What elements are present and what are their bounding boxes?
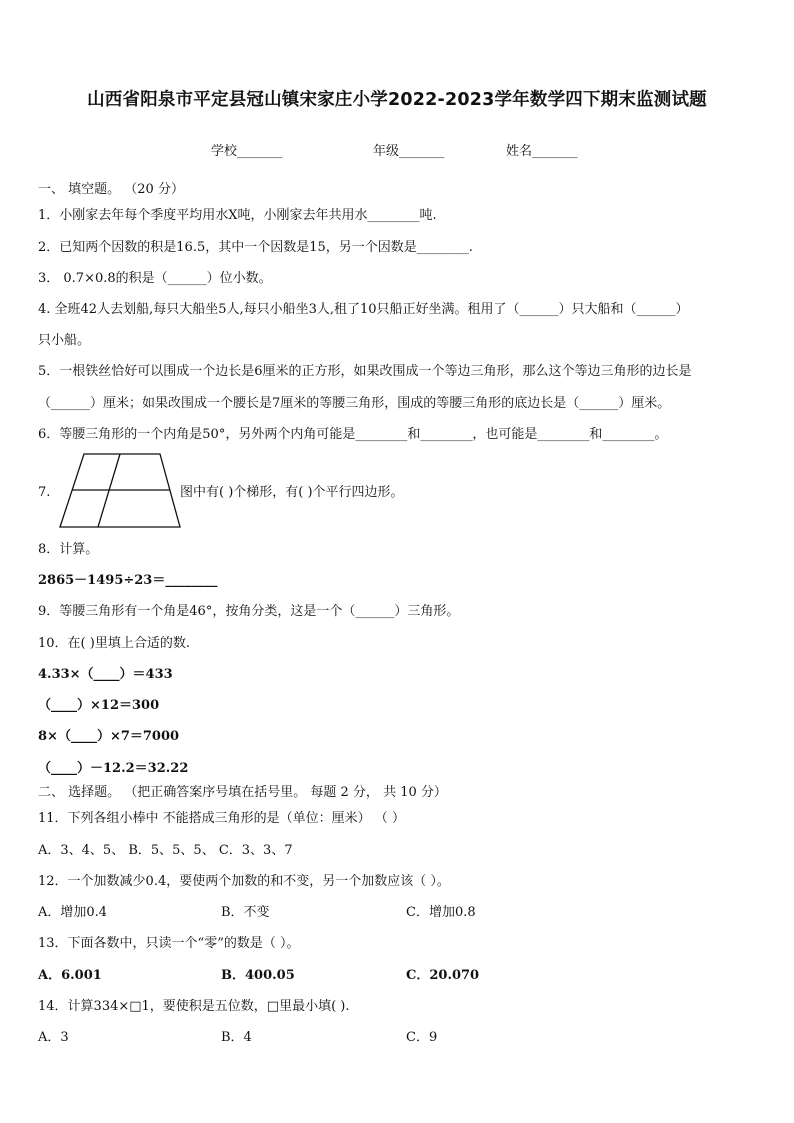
question-10-item-a: 4.33×（____）＝433: [38, 667, 173, 682]
question-1: 1．小刚家去年每个季度平均用水X吨，小刚家去年共用水________吨.: [38, 208, 437, 223]
name-field: 姓名_______: [506, 144, 578, 159]
section-fill-in-heading: 一、 填空题。 （20 分）: [38, 182, 184, 197]
question-11: 11．下列各组小棒中 不能搭成三角形的是（单位：厘米） （ ）: [38, 811, 405, 826]
question-4-line-2: 只小船。: [38, 333, 91, 348]
question-10-item-d: （____）－12.2＝32.22: [38, 761, 189, 776]
question-14-option-a: A．3: [38, 1030, 69, 1045]
section-choice-heading: 二、 选择题。 （把正确答案序号填在括号里。 每题 2 分， 共 10 分）: [38, 785, 447, 800]
question-9: 9．等腰三角形有一个角是46°，按角分类，这是一个（______）三角形。: [38, 604, 460, 619]
trapezoid-figure: [58, 453, 184, 529]
question-8: 8．计算。: [38, 542, 99, 557]
grade-field: 年级_______: [373, 144, 445, 159]
question-13-option-a: A．6.001: [38, 968, 102, 983]
question-12-option-a: A．增加0.4: [38, 905, 108, 920]
question-14-option-c: C．9: [406, 1030, 438, 1045]
question-6: 6．等腰三角形的一个内角是50°，另外两个内角可能是________和________，也可能是________和________。: [38, 427, 668, 442]
question-10: 10．在( )里填上合适的数.: [38, 636, 190, 651]
question-10-item-c: 8×（____）×7＝7000: [38, 729, 180, 744]
question-2: 2．已知两个因数的积是16.5，其中一个因数是15，另一个因数是________.: [38, 240, 473, 255]
question-12: 12．一个加数减少0.4，要使两个加数的和不变，另一个加数应该（ ）。: [38, 874, 450, 889]
question-4-line-1: 4. 全班42人去划船,每只大船坐5人,每只小船坐3人,租了10只船正好坐满。租用了（______）只大船和（______）: [38, 302, 689, 317]
question-12-option-c: C．增加0.8: [406, 905, 476, 920]
question-5-line-1: 5．一根铁丝恰好可以围成一个边长是6厘米的正方形，如果改围成一个等边三角形，那么这个等边三角形的边长是: [38, 364, 692, 379]
question-8-expression: 2865－1495÷23＝________: [38, 573, 218, 588]
question-3: 3． 0.7×0.8的积是（______）位小数。: [38, 271, 272, 286]
question-13: 13．下面各数中，只读一个“零”的数是（ ）。: [38, 936, 300, 951]
question-14-option-b: B．4: [221, 1030, 252, 1045]
exam-title: 山西省阳泉市平定县冠山镇宋家庄小学2022-2023学年数学四下期末监测试题: [87, 90, 707, 110]
school-field: 学校_______: [211, 144, 283, 159]
question-7-text: 图中有( )个梯形，有( )个平行四边形。: [180, 485, 404, 500]
question-12-option-b: B．不变: [221, 905, 270, 920]
question-5-line-2: （______）厘米；如果改围成一个腰长是7厘米的等腰三角形，围成的等腰三角形的底边长是（______）厘米。: [38, 396, 671, 411]
question-13-option-c: C．20.070: [406, 968, 480, 983]
question-14: 14．计算334×□1，要使积是五位数，□里最小填( ).: [38, 999, 350, 1014]
question-7-number: 7.: [38, 485, 51, 500]
question-13-option-b: B．400.05: [221, 968, 295, 983]
question-10-item-b: （____）×12＝300: [38, 698, 160, 713]
question-11-options: A．3、4、5、 B．5、5、5、 C．3、3、7: [38, 843, 293, 858]
